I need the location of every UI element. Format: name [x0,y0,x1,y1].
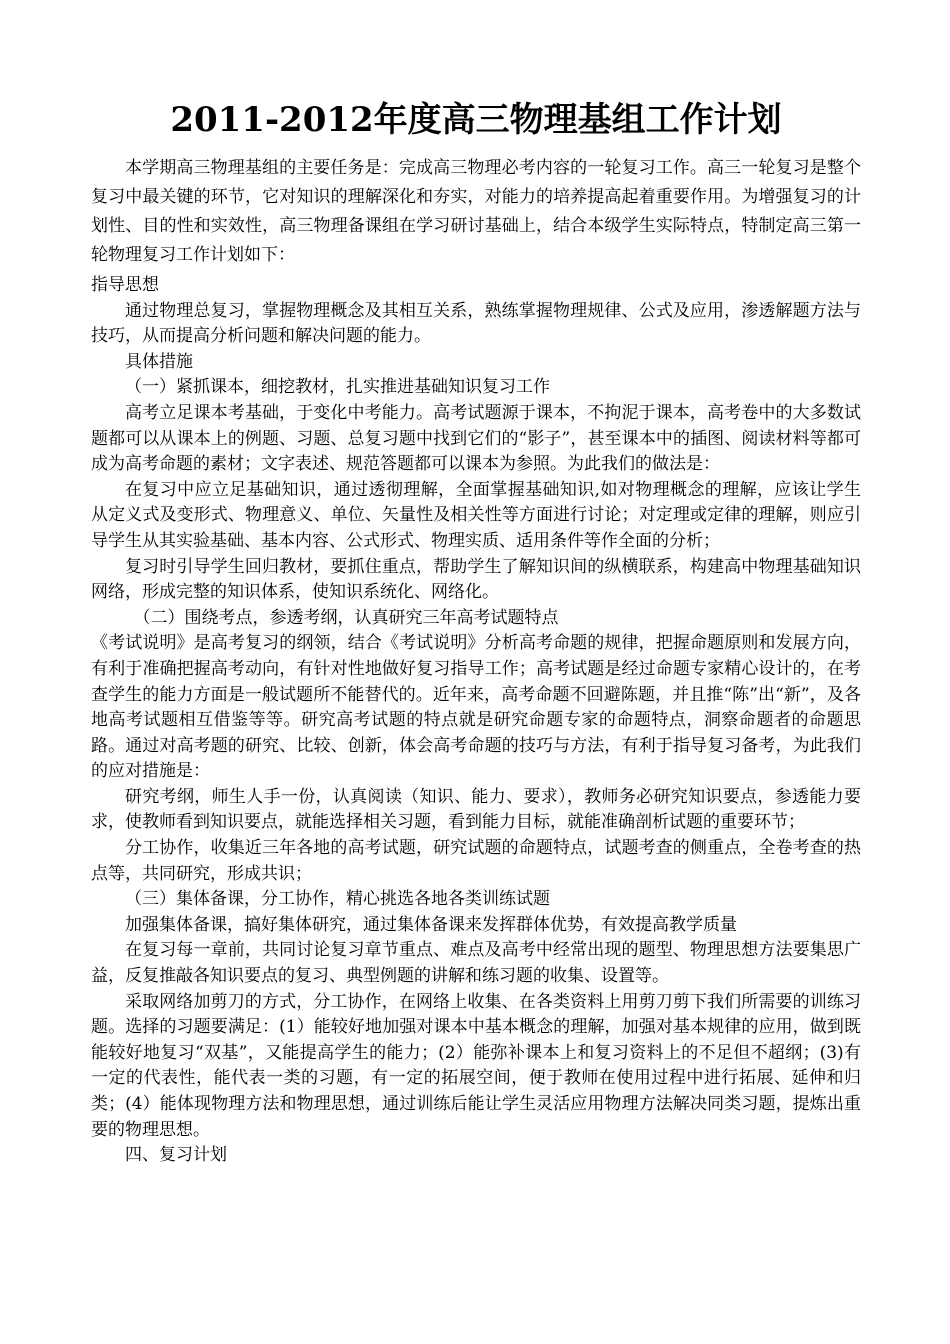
subheading-3: （三）集体备课，分工协作，精心挑选各地各类训练试题 [125,889,550,910]
section-heading-measures: 具体措施 [125,351,193,372]
paragraph-exam-guide: 《考试说明》是高考复习的纲领，结合《考试说明》分析高考命题的规律，把握命题原则和发展方向，有利于准确把握高考动向，有针对性地做好复习指导工作；高考试题是经过命题专家精心设计的，在考查学生的能力方面是一般试题所不能替代的。近年来，高考命题不回避陈题，并且推“陈”出“新”，及各地高考试题相互借鉴等等。研究高考试题的特点就是研究命题专家的命题特点，洞察命题者的命题思路。通过对高考题的研究、比较、创新，体会高考命题的技巧与方法，有利于指导复习备考，为此我们的应对措施是： [91,633,861,782]
paragraph-exercise-selection: 采取网络加剪刀的方式，分工协作，在网络上收集、在各类资料上用剪刀剪下我们所需要的训练习题。选择的习题要满足：(1）能较好地加强对课本中基本概念的理解，加强对基本规律的应用，做到既能较好地复习“双基”，又能提高学生的能力；(2）能弥补课本上和复习资料上的不足但不超纲；(3)有一定的代表性，能代表一类的习题，有一定的拓展空间，便于教师在使用过程中进行拓展、延伸和归类；(4）能体现物理方法和物理思想，通过训练后能让学生灵活应用物理方法解决同类习题，提炼出重要的物理思想。 [91,991,861,1140]
subheading-2: （二）围绕考点，参透考纲，认真研究三年高考试题特点 [133,607,559,628]
paragraph-chapter-discussion: 在复习每一章前，共同讨论复习章节重点、难点及高考中经常出现的题型、物理思想方法要集思广益，反复推敲各知识要点的复习、典型例题的讲解和练习题的收集、设置等。 [91,940,861,987]
section-heading-guiding-ideas: 指导思想 [91,275,159,295]
paragraph-basic-knowledge: 在复习中应立足基础知识，通过透彻理解，全面掌握基础知识,如对物理概念的理解，应该让学生从定义式及变形式、物理意义、单位、矢量性及相关性等方面进行讨论；对定理或定律的理解，则应引导学生从其实验基础、基本内容、公式形式、物理实质、适用条件等作全面的分析； [91,479,861,551]
paragraph-textbook-basis: 高考立足课本考基础，于变化中考能力。高考试题源于课本，不拘泥于课本，高考卷中的大多数试题都可以从课本上的例题、习题、总复习题中找到它们的“影子”，甚至课本中的插图、阅读材料等都可成为高考命题的素材；文字表述、规范答题都可以课本为参照。为此我们的做法是： [91,402,861,475]
document-page [91,96,861,1169]
paragraph-collect-exams: 分工协作，收集近三年各地的高考试题，研究试题的命题特点，试题考查的侧重点，全卷考查的热点等，共同研究，形成共识； [91,838,861,884]
document-title: 2011-2012年度高三物理基组工作计划 [170,100,782,140]
paragraph-collective-lesson-prep: 加强集体备课，搞好集体研究，通过集体备课来发挥群体优势，有效提高教学质量 [125,914,737,935]
intro-paragraph: 本学期高三物理基组的主要任务是：完成高三物理必考内容的一轮复习工作。高三一轮复习是整个复习中最关键的环节，它对知识的理解深化和夯实，对能力的培养提高起着重要作用。为增强复习的计划性、目的性和实效性，高三物理备课组在学习研讨基础上，结合本级学生实际特点，特制定高三第一轮物理复习工作计划如下： [91,158,861,265]
paragraph-study-syllabus: 研究考纲，师生人手一份，认真阅读（知识、能力、要求），教师务必研究知识要点，参透能力要求，使教师看到知识要点，就能选择相关习题，看到能力目标，就能准确剖析试题的重要环节； [91,786,861,833]
paragraph-return-to-textbook: 复习时引导学生回归教材，要抓住重点，帮助学生了解知识间的纵横联系，构建高中物理基础知识网络，形成完整的知识体系，使知识系统化、网络化。 [91,556,861,603]
guiding-ideas-paragraph: 通过物理总复习，掌握物理概念及其相互关系，熟练掌握物理规律、公式及应用，渗透解题方法与技巧，从而提高分析问题和解决问题的能力。 [91,300,861,347]
subheading-1: （一）紧抓课本，细挖教材，扎实推进基础知识复习工作 [125,377,550,398]
section-heading-review-plan: 四、复习计划 [125,1145,227,1166]
